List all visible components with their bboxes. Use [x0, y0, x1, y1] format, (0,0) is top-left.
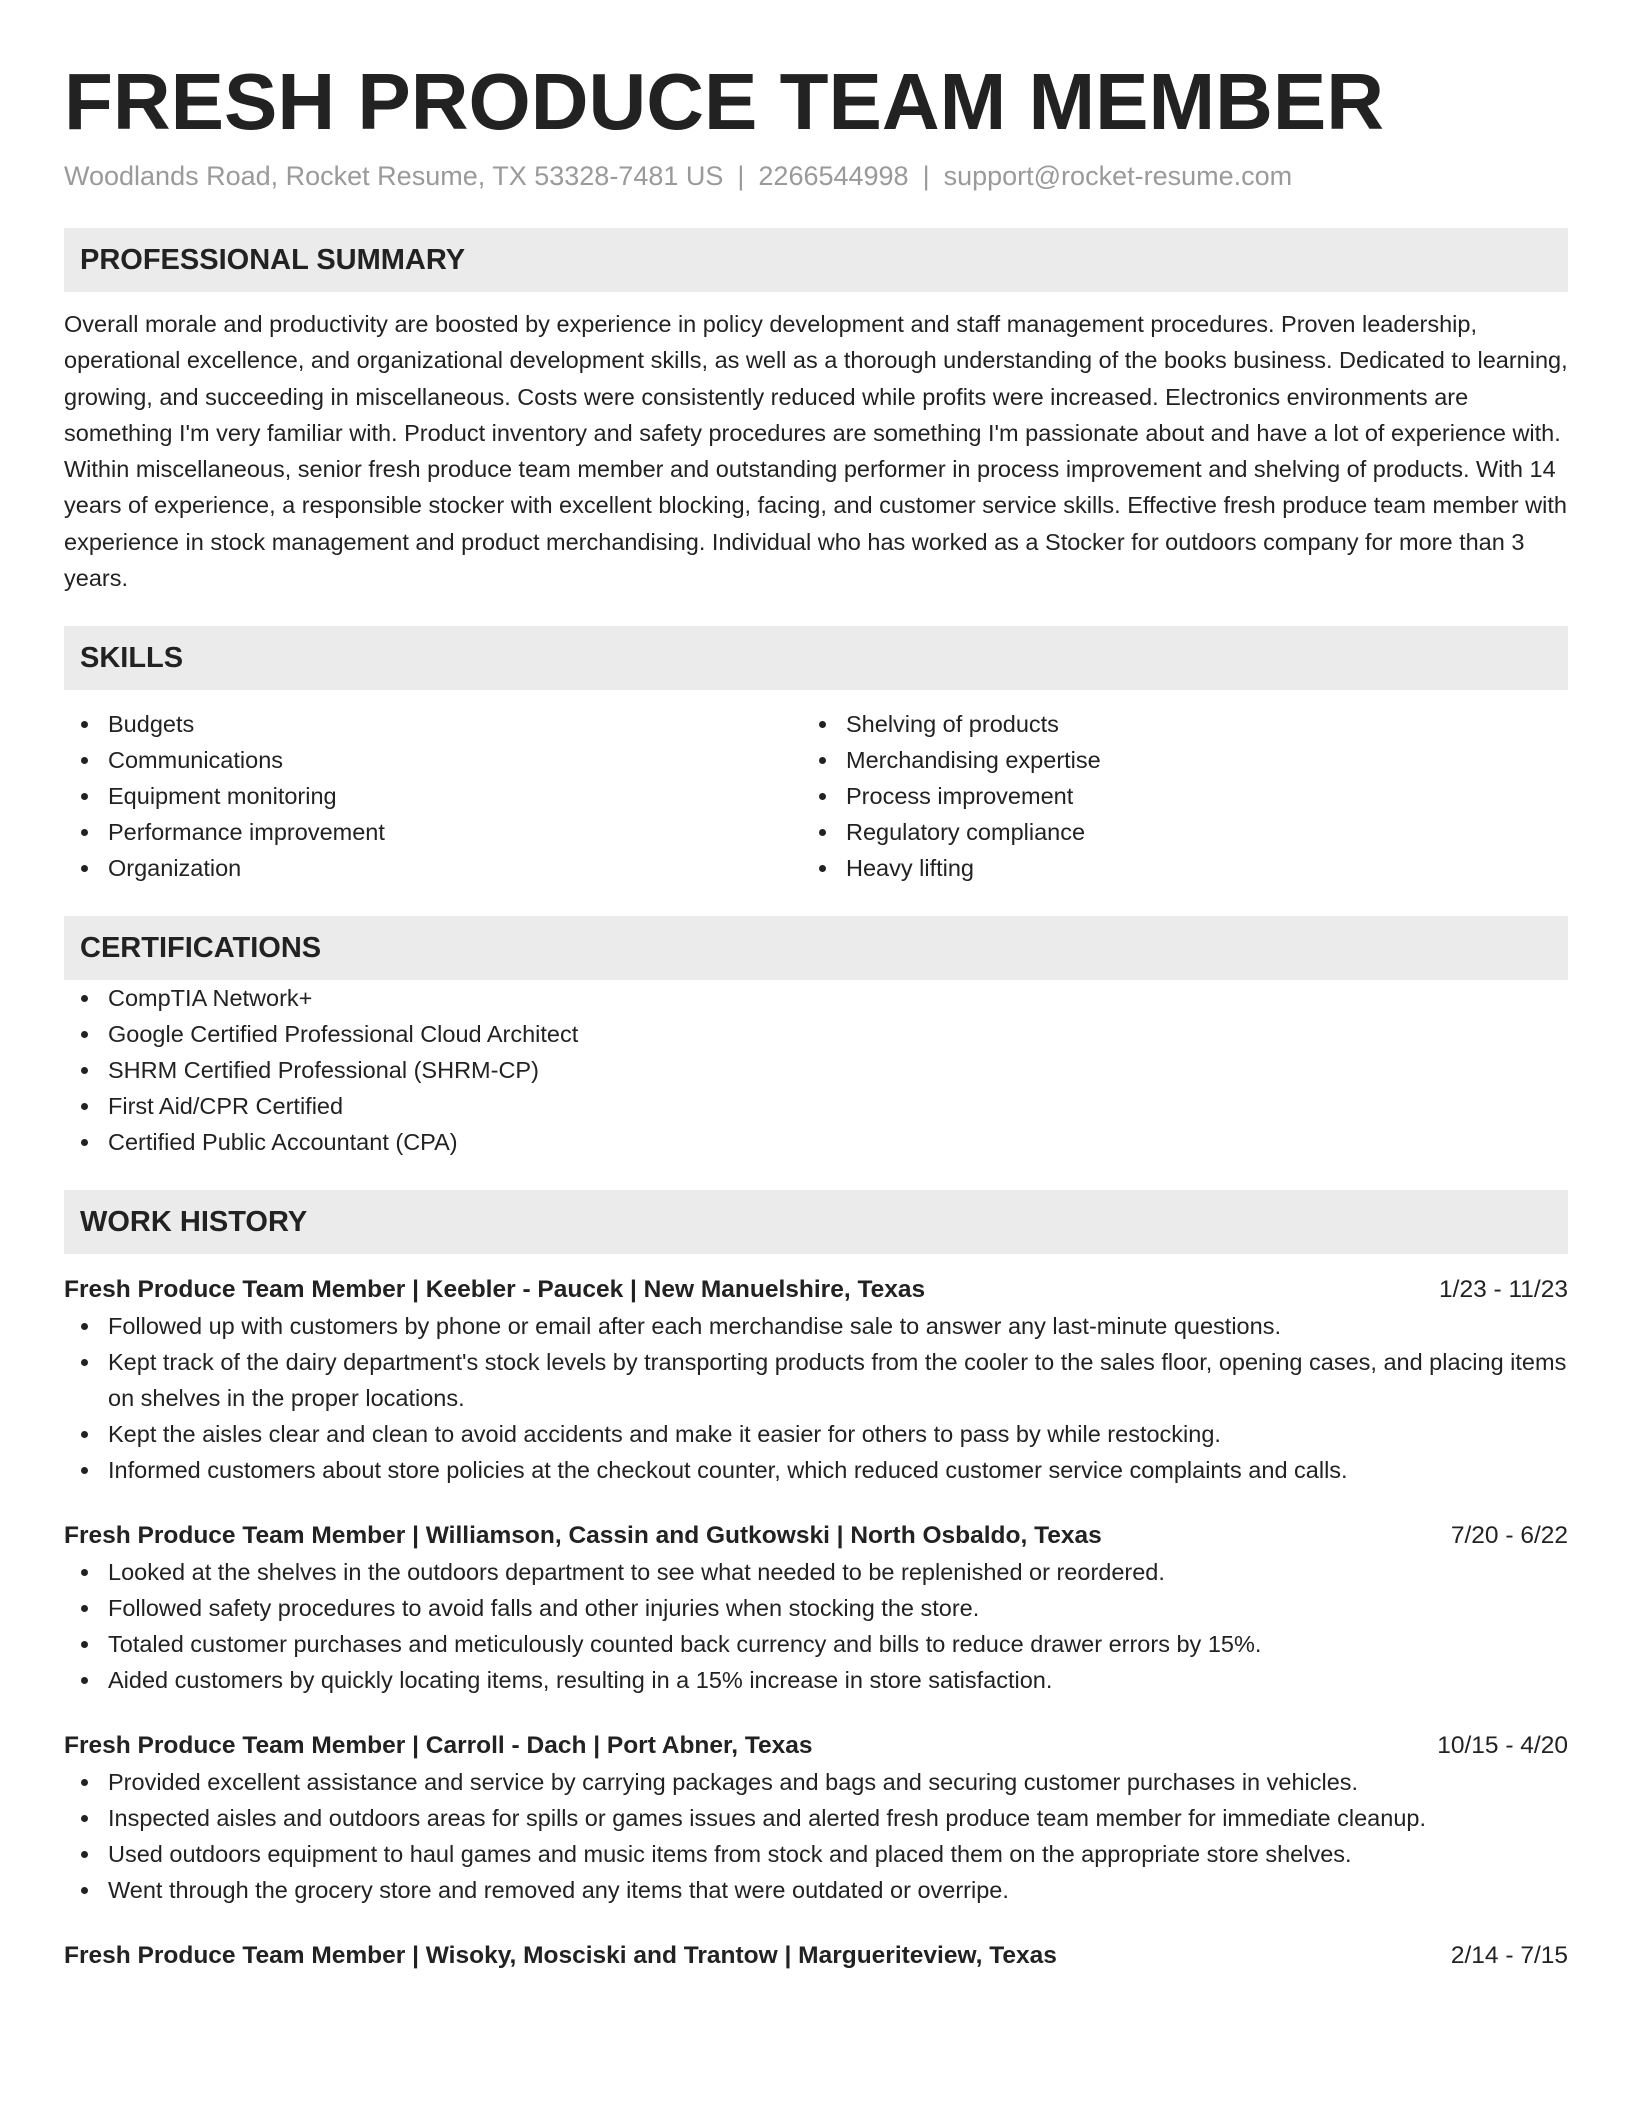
- bullet-icon: [81, 1359, 88, 1366]
- contact-email: support@rocket-resume.com: [943, 161, 1293, 191]
- bullet-icon: [81, 1139, 88, 1146]
- bullet-icon: [81, 995, 88, 1002]
- job-title: Fresh Produce Team Member | Wisoky, Mosciski and Trantow | Margueriteview, Texas: [64, 1942, 1057, 1970]
- bullet-icon: [81, 829, 88, 836]
- bullet-icon: [81, 1677, 88, 1684]
- skill-item: [64, 778, 802, 814]
- certification-item: [64, 1124, 1568, 1160]
- job-bullets: [64, 1554, 1568, 1698]
- skill-item: [802, 742, 1540, 778]
- skills-list-right: [802, 706, 1540, 886]
- bullet-icon: [81, 1031, 88, 1038]
- job-bullet-text: Aided customers by quickly locating items, resulting in a 15% increase in store satisfaction.: [108, 1667, 1053, 1694]
- skills-column-left: [64, 706, 802, 886]
- skill-item: [802, 814, 1540, 850]
- bullet-icon: [81, 1887, 88, 1894]
- job-bullet: [64, 1344, 1568, 1416]
- skill-label: Budgets: [108, 711, 195, 738]
- job-entry: [64, 1518, 1568, 1698]
- certification-label: Certified Public Accountant (CPA): [108, 1129, 458, 1156]
- job-bullet: [64, 1764, 1568, 1800]
- skill-item: [802, 706, 1540, 742]
- job-dates: 2/14 - 7/15: [1450, 1942, 1568, 1970]
- certification-item: [64, 1088, 1568, 1124]
- job-entry: [64, 1728, 1568, 1908]
- contact-line: [64, 158, 1568, 194]
- job-bullet: [64, 1308, 1568, 1344]
- job-bullet: [64, 1626, 1568, 1662]
- skills-heading: SKILLS: [64, 626, 1568, 690]
- job-bullet: [64, 1590, 1568, 1626]
- bullet-icon: [81, 1569, 88, 1576]
- certification-label: Google Certified Professional Cloud Architect: [108, 1021, 579, 1048]
- skill-label: Merchandising expertise: [846, 747, 1101, 774]
- job-bullet-text: Kept track of the dairy department's stock levels by transporting products from the cooler to the sales floor, opening cases, and placing items on shelves in the proper locations.: [108, 1349, 1567, 1412]
- professional-summary-text: Overall morale and productivity are boosted by experience in policy development and staff management procedures. Proven leadership, operational excellence, and organizational development skills, as well as a thorough understanding of the books business. Dedicated to learning, growing, and succeeding in miscellaneous. Costs were consistently reduced while profits were increased. Electronics environments are something I'm very familiar with. Product inventory and safety procedures are something I'm passionate about and have a lot of experience with. Within miscellaneous, senior fresh produce team member and outstanding performer in process improvement and shelving of products. With 14 years of experience, a responsible stocker with excellent blocking, facing, and customer service skills. Effective fresh produce team member with experience in stock management and product merchandising. Individual who has worked as a Stocker for outdoors company for more than 3 years.: [64, 311, 1568, 592]
- job-bullet-text: Kept the aisles clear and clean to avoid accidents and make it easier for others to pass by while restocking.: [108, 1421, 1221, 1448]
- job-bullet: [64, 1872, 1568, 1908]
- skill-label: Heavy lifting: [846, 855, 974, 882]
- job-bullet: [64, 1554, 1568, 1590]
- skills-grid: [64, 706, 1568, 886]
- contact-separator: |: [737, 161, 745, 191]
- bullet-icon: [81, 757, 88, 764]
- job-bullet-text: Went through the grocery store and removed any items that were outdated or overripe.: [108, 1877, 1009, 1904]
- job-bullet-text: Inspected aisles and outdoors areas for spills or games issues and alerted fresh produce team member for immediate cleanup.: [108, 1805, 1426, 1832]
- bullet-icon: [81, 1067, 88, 1074]
- bullet-icon: [81, 1431, 88, 1438]
- work-history-heading: WORK HISTORY: [64, 1190, 1568, 1254]
- certification-item: [64, 980, 1568, 1016]
- job-dates: 7/20 - 6/22: [1450, 1522, 1568, 1550]
- certification-label: SHRM Certified Professional (SHRM-CP): [108, 1057, 539, 1084]
- skills-list-left: [64, 706, 802, 886]
- bullet-icon: [81, 1103, 88, 1110]
- job-bullet-text: Followed safety procedures to avoid falls and other injuries when stocking the store.: [108, 1595, 980, 1622]
- job-header: [64, 1518, 1568, 1554]
- skill-label: Shelving of products: [846, 711, 1059, 738]
- bullet-icon: [819, 793, 826, 800]
- bullet-icon: [819, 865, 826, 872]
- job-header: [64, 1728, 1568, 1764]
- skill-item: [64, 706, 802, 742]
- bullet-icon: [819, 721, 826, 728]
- job-bullet: [64, 1452, 1568, 1488]
- job-bullet-text: Looked at the shelves in the outdoors department to see what needed to be replenished or reordered.: [108, 1559, 1165, 1586]
- certification-label: First Aid/CPR Certified: [108, 1093, 344, 1120]
- job-bullet: [64, 1416, 1568, 1452]
- bullet-icon: [819, 829, 826, 836]
- contact-address: Woodlands Road, Rocket Resume, TX 53328-7481 US: [64, 161, 724, 191]
- skill-item: [802, 778, 1540, 814]
- bullet-icon: [81, 1641, 88, 1648]
- skill-label: Equipment monitoring: [108, 783, 337, 810]
- skills-column-right: [802, 706, 1540, 886]
- bullet-icon: [819, 757, 826, 764]
- skill-label: Performance improvement: [108, 819, 385, 846]
- job-bullet-text: Provided excellent assistance and service by carrying packages and bags and securing customer purchases in vehicles.: [108, 1769, 1359, 1796]
- job-bullet-text: Totaled customer purchases and meticulously counted back currency and bills to reduce drawer errors by 15%.: [108, 1631, 1262, 1658]
- job-bullet: [64, 1662, 1568, 1698]
- skill-label: Regulatory compliance: [846, 819, 1086, 846]
- bullet-icon: [81, 865, 88, 872]
- job-dates: 10/15 - 4/20: [1437, 1732, 1568, 1760]
- job-entry: [64, 1938, 1568, 1974]
- certification-item: [64, 1016, 1568, 1052]
- skill-item: [802, 850, 1540, 886]
- resume-name: FRESH PRODUCE TEAM MEMBER: [64, 57, 1385, 146]
- certification-item: [64, 1052, 1568, 1088]
- certifications-heading: CERTIFICATIONS: [64, 916, 1568, 980]
- bullet-icon: [81, 1467, 88, 1474]
- certification-label: CompTIA Network+: [108, 985, 313, 1012]
- bullet-icon: [81, 721, 88, 728]
- job-bullet-text: Informed customers about store policies at the checkout counter, which reduced customer service complaints and calls.: [108, 1457, 1348, 1484]
- bullet-icon: [81, 1779, 88, 1786]
- job-bullets: [64, 1764, 1568, 1908]
- job-bullet-text: Used outdoors equipment to haul games and music items from stock and placed them on the appropriate store shelves.: [108, 1841, 1352, 1868]
- bullet-icon: [81, 793, 88, 800]
- skill-label: Process improvement: [846, 783, 1074, 810]
- bullet-icon: [81, 1851, 88, 1858]
- skill-item: [64, 850, 802, 886]
- job-title: Fresh Produce Team Member | Williamson, Cassin and Gutkowski | North Osbaldo, Texas: [64, 1522, 1102, 1550]
- job-bullet: [64, 1800, 1568, 1836]
- skill-item: [64, 814, 802, 850]
- job-header: [64, 1272, 1568, 1308]
- job-title: Fresh Produce Team Member | Carroll - Dach | Port Abner, Texas: [64, 1732, 813, 1760]
- job-bullets: [64, 1308, 1568, 1488]
- skill-label: Organization: [108, 855, 242, 882]
- contact-separator: |: [922, 161, 930, 191]
- job-entry: [64, 1272, 1568, 1488]
- bullet-icon: [81, 1323, 88, 1330]
- skill-label: Communications: [108, 747, 284, 774]
- bullet-icon: [81, 1605, 88, 1612]
- job-bullet-text: Followed up with customers by phone or email after each merchandise sale to answer any last-minute questions.: [108, 1313, 1281, 1340]
- professional-summary-heading: PROFESSIONAL SUMMARY: [64, 228, 1568, 292]
- job-header: [64, 1938, 1568, 1974]
- skill-item: [64, 742, 802, 778]
- job-dates: 1/23 - 11/23: [1439, 1276, 1568, 1304]
- job-bullet: [64, 1836, 1568, 1872]
- job-title: Fresh Produce Team Member | Keebler - Paucek | New Manuelshire, Texas: [64, 1276, 926, 1304]
- contact-phone: 2266544998: [758, 161, 909, 191]
- certifications-list: [64, 980, 1568, 1160]
- bullet-icon: [81, 1815, 88, 1822]
